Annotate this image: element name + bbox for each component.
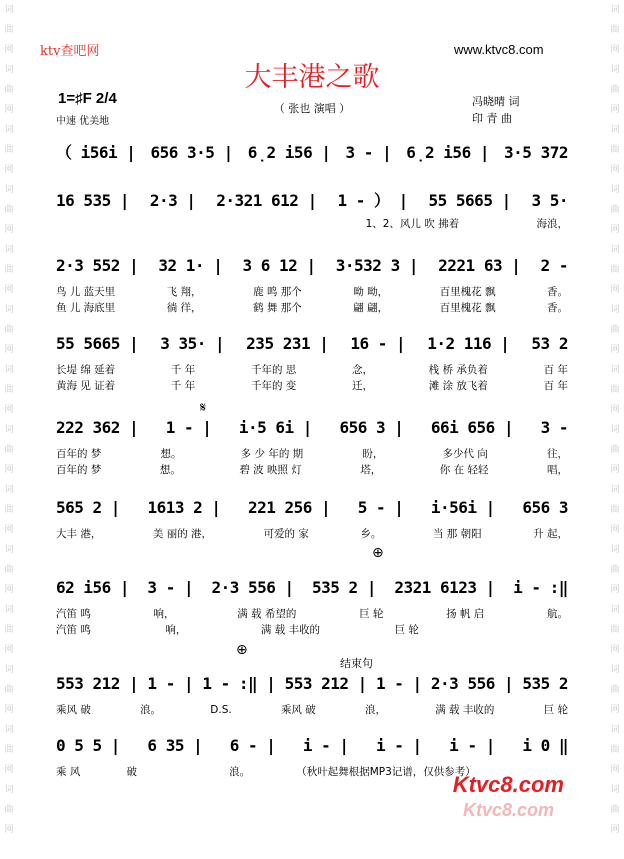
side-watermark-char: 曲	[610, 145, 620, 155]
measure: 2221 63 |	[438, 256, 521, 275]
measure: 553 212 |	[56, 674, 139, 693]
side-watermark-char: 词	[4, 305, 14, 315]
side-watermark-char: 网	[610, 585, 620, 595]
measure: 3·5 372	[504, 143, 568, 162]
side-watermark-char: 词	[610, 425, 620, 435]
side-watermark-char: 网	[4, 405, 14, 415]
measure: （ i56i |	[56, 143, 136, 162]
lyric-segment: 长堤 绵 延着	[56, 364, 116, 376]
music-row	[56, 418, 568, 442]
lyric-segment: 你 在 轻轻	[439, 464, 489, 476]
song-title: 大丰港之歌	[244, 62, 380, 93]
measure: 565 2 |	[56, 498, 120, 517]
lyric-segment: 唱，	[546, 464, 568, 476]
measure: 3 -	[540, 418, 568, 437]
side-watermark-char: 词	[610, 185, 620, 195]
side-watermark-char: 网	[610, 405, 620, 415]
lyric-segment: D.S.	[210, 704, 232, 716]
side-watermark-char: 网	[4, 705, 14, 715]
measure: 535 2	[522, 674, 568, 693]
lyric-segment: 巨 轮	[359, 608, 384, 620]
measure: 235 231 |	[246, 334, 329, 353]
side-watermark-char: 词	[610, 485, 620, 495]
lyric-segment: 黄海 见 证着	[56, 380, 116, 392]
side-watermark-char: 词	[4, 365, 14, 375]
lyric-segment: 呦 呦，	[353, 286, 389, 298]
lyric-segment: 千 年	[170, 364, 196, 376]
lyric-segment: 百年的 梦	[56, 464, 102, 476]
lyric-segment: 想。	[159, 464, 181, 476]
side-watermark-char: 网	[4, 825, 14, 835]
measure: i - |	[449, 736, 495, 755]
side-watermark-char: 曲	[4, 145, 14, 155]
measure: 55 5665 |	[428, 191, 511, 210]
side-watermark-char: 词	[4, 185, 14, 195]
side-watermark-char: 网	[4, 585, 14, 595]
side-watermark-char: 曲	[610, 625, 620, 635]
lyric-segment: 乘风 破	[280, 704, 316, 716]
lyric-segment: 汽笛 鸣	[56, 624, 91, 636]
side-watermark-char: 网	[610, 825, 620, 835]
lyricist-credit: 冯晓晴 词	[472, 95, 520, 108]
side-watermark-char: 曲	[4, 205, 14, 215]
lyric-line	[56, 378, 568, 392]
side-watermark-char: 网	[610, 765, 620, 775]
coda-sign: ⊕	[372, 545, 384, 561]
measure: 3 5·	[531, 191, 568, 210]
lyric-line	[56, 702, 568, 716]
side-watermark-char: 曲	[4, 265, 14, 275]
measure: 16 535 |	[56, 191, 130, 210]
side-watermark-char: 曲	[610, 445, 620, 455]
measure: 1 - ） |	[337, 191, 408, 210]
side-watermark-char: 词	[610, 785, 620, 795]
measure: 2·3 |	[149, 191, 196, 210]
lyric-segment: 百里槐花 飘	[439, 302, 496, 314]
side-watermark-char: 曲	[4, 625, 14, 635]
measure: 1 - |	[147, 674, 194, 693]
lyric-segment: 鹤 舞 那个	[253, 302, 302, 314]
composer-credit: 印 青 曲	[472, 112, 512, 125]
key-signature: 1=♯F 2/4	[58, 90, 117, 107]
lyric-segment: 碧 波 映照 灯	[239, 464, 302, 476]
side-watermark-char: 网	[4, 765, 14, 775]
lyric-line	[56, 446, 568, 460]
measure: 6 35 |	[147, 736, 203, 755]
measure: 1 - :‖ |	[202, 674, 276, 693]
lyric-segment: 栈 桥 承负着	[428, 364, 488, 376]
lyric-segment: 鸟 儿 蓝天里	[56, 286, 116, 298]
measure: 62 i56 |	[56, 578, 130, 597]
measure: 1 - |	[165, 418, 212, 437]
measure: 2·3 552 |	[56, 256, 139, 275]
lyric-segment: 满 载 丰收的	[435, 704, 495, 716]
side-watermark-char: 词	[610, 305, 620, 315]
measure: 656 3·5 |	[150, 143, 233, 162]
lyric-segment: 千年的 变	[250, 380, 297, 392]
measure: 5 - |	[357, 498, 404, 517]
lyric-segment: 飞 翔，	[166, 286, 202, 298]
lyric-line	[56, 462, 568, 476]
lyric-segment: 乡。	[360, 528, 382, 540]
lyric-segment: 响，	[165, 624, 187, 636]
measure: 0 5 5 |	[56, 736, 120, 755]
lyric-line	[56, 284, 568, 298]
side-watermark-char: 词	[4, 605, 14, 615]
side-watermark-char: 曲	[610, 505, 620, 515]
side-watermark-char: 网	[610, 285, 620, 295]
music-row	[56, 498, 568, 522]
measure: 2·321 612 |	[216, 191, 317, 210]
side-watermark-char: 词	[610, 365, 620, 375]
coda-sign-2: ⊕	[236, 642, 248, 658]
side-watermark-char: 网	[4, 225, 14, 235]
measure: 2 -	[540, 256, 568, 275]
lyric-segment: 多少代 向	[442, 448, 488, 460]
side-watermark-char: 曲	[610, 85, 620, 95]
side-watermark-char: 曲	[4, 445, 14, 455]
lyric-segment: 多 少 年的 期	[240, 448, 304, 460]
lyric-segment: 塔，	[360, 464, 382, 476]
lyric-segment: 海浪，	[536, 218, 568, 230]
side-watermark-char: 词	[610, 545, 620, 555]
measure: 16 - |	[350, 334, 406, 353]
side-watermark-char: 网	[610, 345, 620, 355]
side-watermark-char: 网	[610, 105, 620, 115]
lyric-segment: 乘风 破	[56, 704, 91, 716]
measure: i - |	[376, 736, 422, 755]
measure: 3·532 3 |	[335, 256, 418, 275]
side-watermark-char: 网	[610, 645, 620, 655]
lyric-segment: 满 载 希望的	[237, 608, 297, 620]
measure: 6̣2 i56 |	[247, 143, 331, 162]
lyric-segment: 香。	[546, 302, 568, 314]
lyric-segment: 航。	[547, 608, 568, 620]
lyric-line	[56, 362, 568, 376]
measure: 2·3 556 |	[430, 674, 514, 693]
lyric-segment: 百 年	[543, 380, 568, 392]
side-watermark-char: 曲	[610, 565, 620, 575]
side-watermark-char: 词	[610, 245, 620, 255]
lyric-line	[56, 300, 568, 314]
side-watermark-char: 词	[4, 65, 14, 75]
bottom-watermark: Ktvc8.com	[452, 772, 564, 797]
measure: 55 5665 |	[56, 334, 139, 353]
lyric-segment: 千 年	[170, 380, 196, 392]
lyric-segment: 巨 轮	[543, 704, 568, 716]
side-watermark-char: 曲	[610, 325, 620, 335]
side-watermark-char: 词	[610, 665, 620, 675]
measure: 221 256 |	[248, 498, 331, 517]
side-watermark-char: 网	[610, 705, 620, 715]
lyric-segment: 千年的 思	[250, 364, 297, 376]
measure: 3 35· |	[160, 334, 225, 353]
measure: 3 - |	[345, 143, 392, 162]
music-row	[56, 674, 568, 698]
side-watermark-char: 词	[610, 5, 620, 15]
lyric-line	[56, 216, 568, 230]
side-watermark-char: 网	[4, 105, 14, 115]
measure: 656 3 |	[339, 418, 404, 437]
measure: i - :‖	[513, 578, 568, 597]
side-watermark-char: 词	[4, 785, 14, 795]
side-watermark-char: 网	[4, 345, 14, 355]
side-watermark-char: 曲	[4, 805, 14, 815]
singer-credit: （ 张也 演唱 ）	[273, 102, 351, 115]
measure: 535 2 |	[312, 578, 376, 597]
side-watermark-char: 词	[4, 725, 14, 735]
music-row	[56, 578, 568, 602]
side-watermark-char: 曲	[4, 385, 14, 395]
side-watermark-char: 曲	[4, 685, 14, 695]
lyric-segment: 当 那 朝阳	[432, 528, 482, 540]
music-row	[56, 188, 568, 212]
measure: 553 212 |	[284, 674, 367, 693]
side-watermark-char: 曲	[4, 25, 14, 35]
measure: i·56i |	[430, 498, 495, 517]
lyric-segment: 翩 翩，	[353, 302, 389, 314]
music-row	[56, 256, 568, 280]
side-watermark-char: 网	[4, 45, 14, 55]
bottom-watermark-shadow: Ktvc8.com	[462, 800, 554, 820]
music-row	[56, 140, 568, 164]
side-watermark-char: 曲	[4, 325, 14, 335]
lyric-segment: 破	[126, 766, 137, 778]
lyric-line	[56, 622, 568, 636]
side-watermark-char: 曲	[4, 745, 14, 755]
measure: 6̣2 i56 |	[406, 143, 489, 162]
lyric-segment: 升 起，	[533, 528, 568, 540]
side-watermark-char: 网	[610, 225, 620, 235]
side-watermark-char: 曲	[610, 685, 620, 695]
lyric-segment: 汽笛 鸣	[56, 608, 91, 620]
lyric-segment: （秋叶起舞根据MP3记谱，仅供参考）	[296, 766, 476, 778]
lyric-segment: 香。	[546, 286, 568, 298]
side-watermark-left	[2, 0, 16, 859]
lyric-segment: 百 年	[543, 364, 568, 376]
side-watermark-char: 词	[4, 125, 14, 135]
measure: 6 - |	[229, 736, 276, 755]
side-watermark-char: 曲	[610, 385, 620, 395]
side-watermark-char: 网	[4, 465, 14, 475]
lyric-segment: 扬 帆 启	[446, 608, 485, 620]
end-phrase-label: 结束句	[340, 657, 373, 670]
side-watermark-char: 网	[4, 525, 14, 535]
measure: 1613 2 |	[147, 498, 221, 517]
lyric-segment: 鱼 儿 海底里	[56, 302, 116, 314]
side-watermark-char: 网	[610, 165, 620, 175]
side-watermark-char: 网	[610, 45, 620, 55]
lyric-segment: 响，	[153, 608, 175, 620]
lyric-segment: 浪。	[140, 704, 162, 716]
lyric-segment: 百里槐花 飘	[439, 286, 496, 298]
lyric-segment: 美 丽的 港，	[152, 528, 213, 540]
lyric-segment: 巨 轮	[394, 624, 419, 636]
measure: 1·2 116 |	[427, 334, 510, 353]
side-watermark-char: 词	[4, 665, 14, 675]
side-watermark-char: 曲	[610, 805, 620, 815]
site-url: www.ktvc8.com	[454, 42, 544, 57]
music-row	[56, 334, 568, 358]
measure: 32 1· |	[158, 256, 223, 275]
lyric-segment: 鹿 鸣 那个	[253, 286, 302, 298]
side-watermark-char: 词	[610, 65, 620, 75]
lyric-segment: 迁，	[352, 380, 374, 392]
measure: 3 - |	[147, 578, 194, 597]
lyric-segment: 想。	[160, 448, 182, 460]
measure: 53 2	[531, 334, 568, 353]
lyric-segment: 大丰 港，	[56, 528, 102, 540]
lyric-segment: 浪，	[365, 704, 386, 716]
measure: i 0 ‖	[522, 736, 568, 755]
site-logo: ktv查吧网	[40, 44, 100, 59]
measure: 2321 6123 |	[394, 578, 495, 597]
lyric-segment: 可爱的 家	[263, 528, 309, 540]
side-watermark-char: 词	[610, 125, 620, 135]
side-watermark-char: 词	[4, 485, 14, 495]
side-watermark-char: 网	[610, 525, 620, 535]
segno-sign: 𝄋	[200, 400, 207, 416]
measure: 1 - |	[376, 674, 422, 693]
measure: 66i 656 |	[430, 418, 514, 437]
side-watermark-char: 词	[4, 5, 14, 15]
lyric-line	[56, 526, 568, 540]
side-watermark-char: 曲	[610, 25, 620, 35]
lyric-segment: 乘 风	[56, 766, 81, 778]
lyric-segment: 1、2、风儿 吹 拂着	[365, 218, 460, 230]
measure: i·5 6i |	[238, 418, 312, 437]
side-watermark-char: 网	[4, 645, 14, 655]
lyric-segment: 念，	[352, 364, 374, 376]
measure: 656 3	[522, 498, 568, 517]
lyric-segment: 百年的 梦	[56, 448, 102, 460]
side-watermark-char: 曲	[610, 745, 620, 755]
music-row	[56, 736, 568, 760]
lyric-segment: 浪。	[229, 766, 251, 778]
side-watermark-char: 词	[610, 605, 620, 615]
side-watermark-char: 词	[4, 425, 14, 435]
side-watermark-char: 曲	[4, 505, 14, 515]
side-watermark-char: 词	[4, 245, 14, 255]
measure: 222 362 |	[56, 418, 139, 437]
lyric-line	[56, 606, 568, 620]
lyric-segment: 满 载 丰收的	[260, 624, 321, 636]
measure: i - |	[302, 736, 349, 755]
lyric-segment: 徜 徉，	[166, 302, 202, 314]
lyric-segment: 滩 涂 放飞着	[428, 380, 488, 392]
side-watermark-char: 曲	[4, 565, 14, 575]
side-watermark-char: 词	[4, 545, 14, 555]
lyric-segment: 往，	[546, 448, 568, 460]
side-watermark-char: 网	[4, 285, 14, 295]
side-watermark-char: 网	[610, 465, 620, 475]
side-watermark-char: 曲	[610, 265, 620, 275]
side-watermark-char: 网	[4, 165, 14, 175]
tempo-marking: 中速 优美地	[56, 116, 110, 127]
lyric-segment: 盼，	[362, 448, 384, 460]
side-watermark-char: 曲	[4, 85, 14, 95]
side-watermark-right	[608, 0, 622, 859]
side-watermark-char: 曲	[610, 205, 620, 215]
measure: 3 6 12 |	[242, 256, 316, 275]
measure: 2·3 556 |	[211, 578, 294, 597]
side-watermark-char: 词	[610, 725, 620, 735]
